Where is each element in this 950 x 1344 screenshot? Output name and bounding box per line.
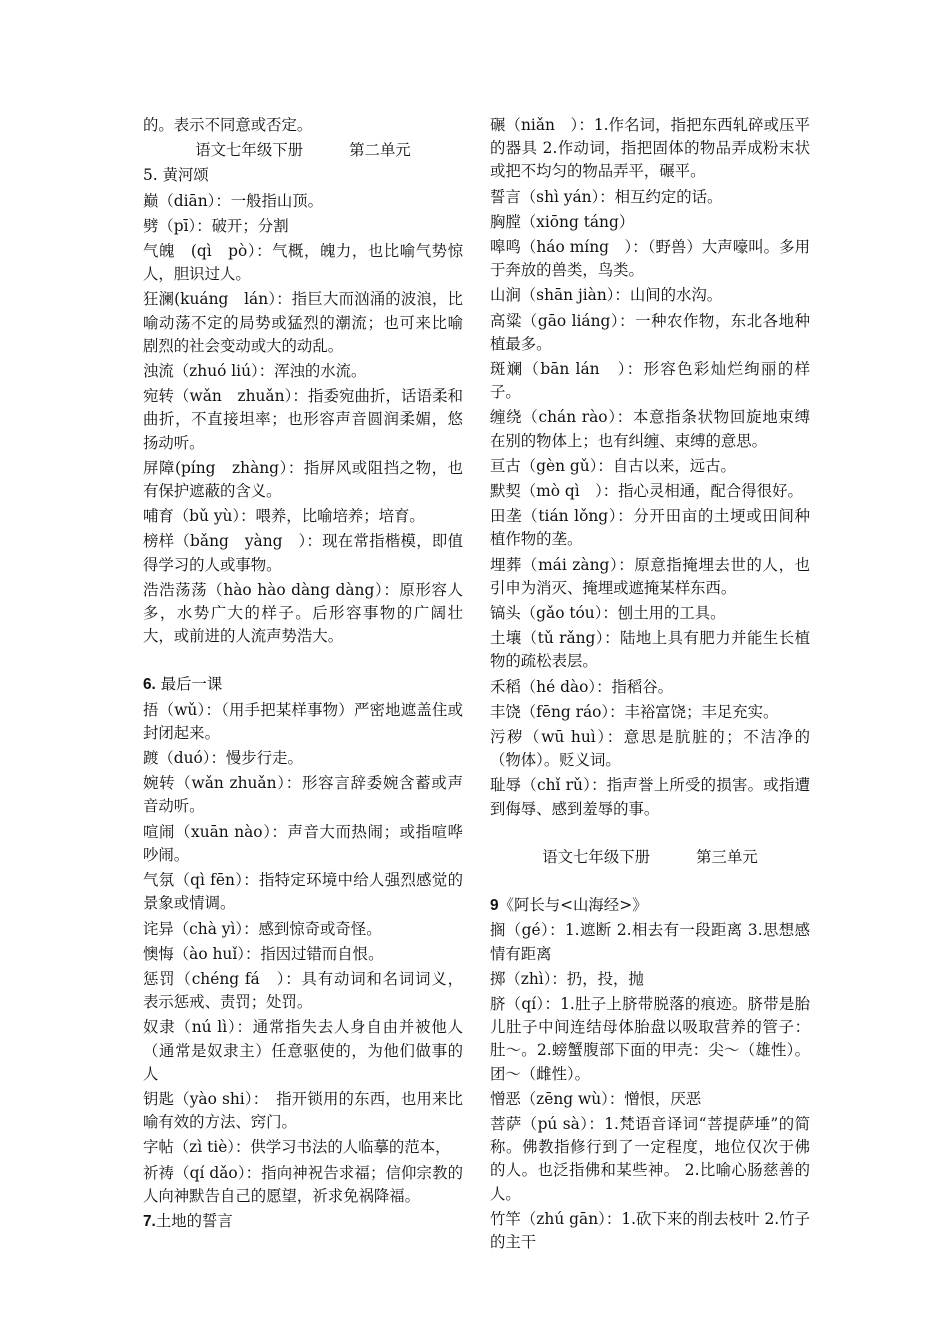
unit-heading: 语文七年级下册 第三单元 (542, 847, 758, 866)
vocab-entry: 碾（niǎn ）：1.作名词，指把东西轧碎或压平的器具 2.作动词，指把固体的物品弄成粉末状或把不均匀的物品弄平，碾平。 (490, 116, 810, 181)
vocab-entry: 污秽（wū huì）：意思是肮脏的；不洁净的（物体）。贬义词。 (490, 728, 810, 770)
vocab-entry: 脐（qí）：1.肚子上脐带脱落的痕迹。脐带是胎儿肚子中间连结母体胎盘以吸取营养的管子：肚～。2.螃蟹腹部下面的甲壳：尖～（雄性）。团～（雌性）。 (490, 994, 810, 1083)
lesson-name: 土地的誓言 (155, 1211, 233, 1230)
lesson-number: 7. (143, 1212, 156, 1230)
vocab-entry: 懊悔（ào huǐ）：指因过错而自恨。 (143, 944, 384, 963)
vocab-entry: 浊流（zhuó liú）：浑浊的水流。 (143, 362, 367, 381)
vocab-entry: 哺育（bǔ yù）：喂养，比喻培养；培育。 (143, 507, 425, 526)
vocab-entry: 土壤（tǔ rǎng）：陆地上具有肥力并能生长植物的疏松表层。 (490, 629, 810, 671)
vocab-entry: 的。表示不同意或否定。 (143, 116, 313, 134)
left-column (143, 114, 463, 1235)
vocab-entry: 田垄（tián lǒng）：分开田亩的土埂或田间种植作物的垄。 (490, 507, 810, 549)
vocab-entry: 诧异（chà yì）：感到惊奇或奇怪。 (143, 919, 382, 938)
vocab-entry: 劈（pī）：破开；分割 (143, 216, 289, 235)
blank-line (143, 650, 463, 673)
unit-heading: 语文七年级下册 第二单元 (195, 141, 411, 160)
lesson-name: 《阿长与<山海经>》 (498, 896, 648, 915)
lesson-name: 最后一课 (155, 675, 223, 694)
vocab-entry: 耻辱（chǐ rǔ）：指声誉上所受的损害。或指遭到侮辱、感到羞辱的事。 (490, 776, 810, 818)
vocab-entry: 踱（duó）：慢步行走。 (143, 749, 303, 768)
vocab-entry: 胸膛（xiōng táng） (490, 212, 635, 231)
vocab-entry: 禾稻（hé dào）：指稻谷。 (490, 677, 674, 696)
vocab-entry: 浩浩荡荡（hào hào dàng dàng）：原形容人多，水势广大的样子。后形容事物的广阔壮大，或前进的人流声势浩大。 (143, 580, 463, 646)
vocab-entry: 菩萨（pú sà）：1.梵语音译词“菩提萨埵”的简称。佛教指修行到了一定程度，地位仅次于佛的人。也泛指佛和某些神。 2.比喻心肠慈善的人。 (490, 1114, 810, 1203)
vocab-entry: 亘古（gèn gǔ）：自古以来，远古。 (490, 456, 736, 475)
right-column (490, 114, 810, 1256)
vocab-entry: 屏障(píng zhàng）：指屏风或阻挡之物，也有保护遮蔽的含义。 (143, 458, 463, 501)
vocab-entry: 狂澜(kuáng lán）：指巨大而汹涌的波浪，比喻动荡不定的局势或猛烈的潮流；也可来比喻剧烈的社会变动或大的动乱。 (143, 290, 463, 355)
vocab-entry: 埋葬（mái zàng）：原意指掩埋去世的人，也引申为消灭、掩埋或遮掩某样东西。 (490, 555, 810, 597)
vocab-entry: 缠绕（chán rào）：本意指条状物回旋地束缚在别的物体上；也有纠缠、束缚的意思。 (490, 408, 810, 450)
vocab-entry: 搁（gé）：1.遮断 2.相去有一段距离 3.思想感情有距离 (490, 921, 810, 963)
lesson-title (143, 1210, 463, 1233)
lesson-number: 6. (143, 676, 156, 694)
lesson-title (490, 894, 810, 917)
vocab-entry: 惩罚（chéng fá ）：具有动词和名词词义，表示惩戒、责罚；处罚。 (143, 969, 463, 1012)
vocab-entry: 气魄 (qì pò）：气概，魄力，也比喻气势惊人，胆识过人。 (143, 242, 463, 284)
vocab-entry: 默契（mò qì ）：指心灵相通，配合得很好。 (490, 482, 803, 501)
vocab-entry: 字帖（zì tiè）：供学习书法的人临摹的范本， (143, 1138, 451, 1157)
lesson-number: 9 (490, 897, 499, 915)
vocab-entry: 镐头（gǎo tóu）：刨土用的工具。 (490, 604, 726, 623)
vocab-entry: 憎恶（zēng wù）：憎恨，厌恶 (490, 1089, 702, 1108)
vocab-entry: 巅（diān）：一般指山顶。 (143, 191, 324, 210)
vocab-entry: 掷（zhì）：扔，投，抛 (490, 969, 644, 988)
vocab-entry: 斑斓（bān lán ）：形容色彩灿烂绚丽的样子。 (490, 360, 810, 402)
blank-line (490, 871, 810, 894)
vocab-entry: 捂（wǔ）：（用手把某样事物）严密地遮盖住或封闭起来。 (143, 700, 463, 742)
vocab-entry: 丰饶（fēng ráo）：丰裕富饶；丰足充实。 (490, 702, 779, 721)
vocab-entry: 婉转（wǎn zhuǎn）：形容言辞委婉含蓄或声音动听。 (143, 774, 463, 816)
vocab-entry: 山涧（shān jiàn）：山间的水沟。 (490, 286, 723, 305)
vocab-entry: 祈祷（qí dǎo）：指向神祝告求福；信仰宗教的人向神默告自己的愿望，祈求免祸降福。 (143, 1163, 463, 1205)
vocab-entry: 喧闹（xuān nào）：声音大而热闹；或指喧哗吵闹。 (143, 822, 463, 864)
vocab-entry: 嗥鸣（háo míng ）：（野兽）大声嚎叫。多用于奔放的兽类，鸟类。 (490, 238, 810, 280)
lesson-title (143, 673, 463, 696)
blank-line (490, 823, 810, 846)
vocab-entry: 钥匙（yào shi）： 指开锁用的东西，也用来比喻有效的方法、窍门。 (143, 1089, 463, 1132)
vocab-entry: 气氛（qì fēn）：指特定环境中给人强烈感觉的景象或情调。 (143, 871, 463, 913)
vocab-entry: 榜样（bǎng yàng ）：现在常指楷模，即值得学习的人或事物。 (143, 532, 463, 574)
vocab-entry: 奴隶（nú lì）：通常指失去人身自由并被他人（通常是奴隶主）任意驱使的，为他们做事的人 (143, 1018, 463, 1083)
vocab-entry: 竹竿（zhú gān）：1.砍下来的削去枝叶 2.竹子的主干 (490, 1209, 810, 1251)
vocab-entry: 宛转（wǎn zhuǎn）：指委宛曲折，话语柔和曲折，不直接坦率；也形容声音圆润柔媚，悠扬动听。 (143, 387, 463, 452)
vocab-entry: 誓言（shì yán）：相互约定的话。 (490, 187, 723, 206)
vocab-entry: 高粱（gāo liáng）：一种农作物，东北各地种植最多。 (490, 311, 810, 353)
vocab-entry: 5. 黄河颂 (143, 166, 209, 185)
